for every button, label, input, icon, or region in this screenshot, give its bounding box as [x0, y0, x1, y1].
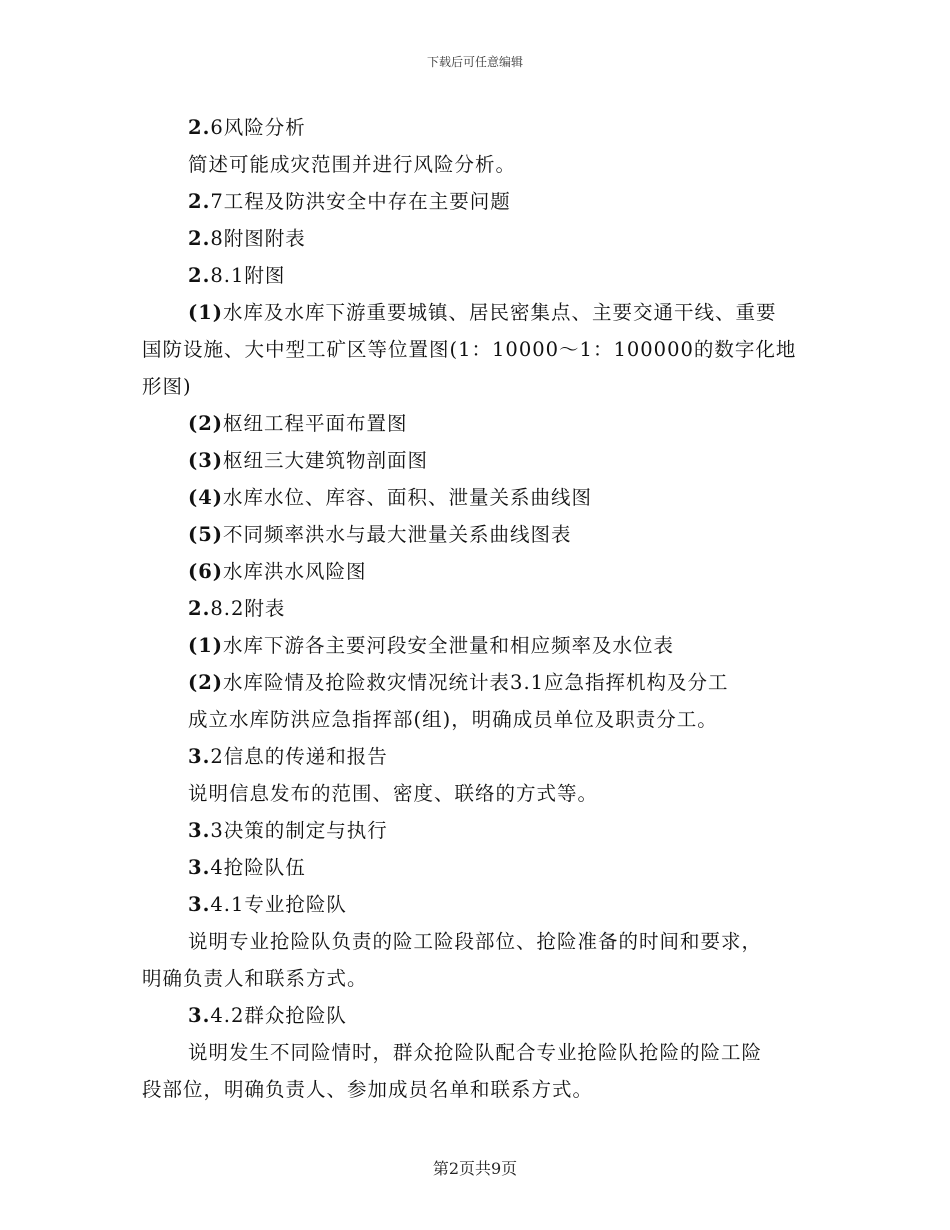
section-number: 3.: [188, 819, 211, 842]
paragraph: [142, 812, 814, 849]
paragraph: [142, 1034, 814, 1071]
paragraph-text: 水库下游各主要河段安全泄量和相应频率及水位表: [223, 634, 675, 657]
paragraph: [142, 627, 814, 664]
paragraph-text: 水库洪水风险图: [223, 560, 367, 583]
list-number: (4): [188, 486, 224, 509]
paragraph-text: 水库水位、库容、面积、泄量关系曲线图: [223, 486, 593, 509]
section-number: 2.: [188, 116, 211, 139]
paragraph-text: 4.1专业抢险队: [210, 893, 347, 916]
paragraph-text: 水库及水库下游重要城镇、居民密集点、主要交通干线、重要: [223, 301, 777, 324]
paragraph-text: 成立水库防洪应急指挥部(组)，明确成员单位及职责分工。: [188, 708, 718, 731]
section-number: 2.: [188, 597, 211, 620]
paragraph: [142, 923, 814, 960]
paragraph: [142, 257, 814, 294]
paragraph-text: 8.1附图: [210, 264, 286, 287]
section-number: 2.: [188, 190, 211, 213]
section-number: 2.: [188, 264, 211, 287]
paragraph: [142, 146, 814, 183]
paragraph-text: 6风险分析: [210, 116, 306, 139]
paragraph-text: 形图): [142, 375, 192, 398]
paragraph-text: 不同频率洪水与最大泄量关系曲线图表: [223, 523, 572, 546]
paragraph-continuation: [142, 331, 814, 368]
page-header: 下载后可任意编辑: [426, 55, 523, 69]
section-number: 3.: [188, 1004, 211, 1027]
section-number: 3.: [188, 745, 211, 768]
paragraph-text: 国防设施、大中型工矿区等位置图(1：10000～1：100000的数字化地: [142, 338, 797, 361]
paragraph: [142, 775, 814, 812]
paragraph: [142, 220, 814, 257]
list-number: (3): [188, 449, 224, 472]
paragraph-text: 4.2群众抢险队: [210, 1004, 347, 1027]
paragraph-text: 枢纽工程平面布置图: [223, 412, 408, 435]
paragraph-text: 水库险情及抢险救灾情况统计表3.1应急指挥机构及分工: [223, 671, 729, 694]
list-number: (5): [188, 523, 224, 546]
paragraph-text: 7工程及防洪安全中存在主要问题: [210, 190, 511, 213]
paragraph: [142, 701, 814, 738]
paragraph: [142, 183, 814, 220]
paragraph-text: 说明专业抢险队负责的险工险段部位、抢险准备的时间和要求，: [188, 930, 763, 953]
paragraph: [142, 109, 814, 146]
paragraph: [142, 553, 814, 590]
paragraph: [142, 590, 814, 627]
paragraph: [142, 849, 814, 886]
list-number: (2): [188, 671, 224, 694]
paragraph-text: 2信息的传递和报告: [210, 745, 388, 768]
paragraph: [142, 886, 814, 923]
paragraph-text: 8附图附表: [210, 227, 306, 250]
list-number: (1): [188, 634, 224, 657]
paragraph: [142, 738, 814, 775]
paragraph: [142, 442, 814, 479]
paragraph: [142, 997, 814, 1034]
section-number: 3.: [188, 893, 211, 916]
paragraph: [142, 294, 814, 331]
paragraph-text: 明确负责人和联系方式。: [142, 967, 368, 990]
paragraph-text: 4抢险队伍: [210, 856, 306, 879]
list-number: (2): [188, 412, 224, 435]
section-number: 2.: [188, 227, 211, 250]
paragraph: [142, 405, 814, 442]
page-footer: 第2页共9页: [432, 1159, 518, 1178]
paragraph-continuation: [142, 368, 814, 405]
paragraph-text: 说明发生不同险情时，群众抢险队配合专业抢险队抢险的险工险: [188, 1041, 763, 1064]
paragraph: [142, 664, 814, 701]
paragraph-text: 3决策的制定与执行: [210, 819, 388, 842]
document-body: [142, 109, 814, 1108]
paragraph: [142, 479, 814, 516]
paragraph-text: 段部位，明确负责人、参加成员名单和联系方式。: [142, 1078, 594, 1101]
paragraph-continuation: [142, 1071, 814, 1108]
list-number: (1): [188, 301, 224, 324]
paragraph-continuation: [142, 960, 814, 997]
list-number: (6): [188, 560, 224, 583]
paragraph-text: 枢纽三大建筑物剖面图: [223, 449, 429, 472]
paragraph-text: 说明信息发布的范围、密度、联络的方式等。: [188, 782, 599, 805]
paragraph: [142, 516, 814, 553]
paragraph-text: 8.2附表: [210, 597, 286, 620]
section-number: 3.: [188, 856, 211, 879]
paragraph-text: 简述可能成灾范围并进行风险分析。: [188, 153, 517, 176]
